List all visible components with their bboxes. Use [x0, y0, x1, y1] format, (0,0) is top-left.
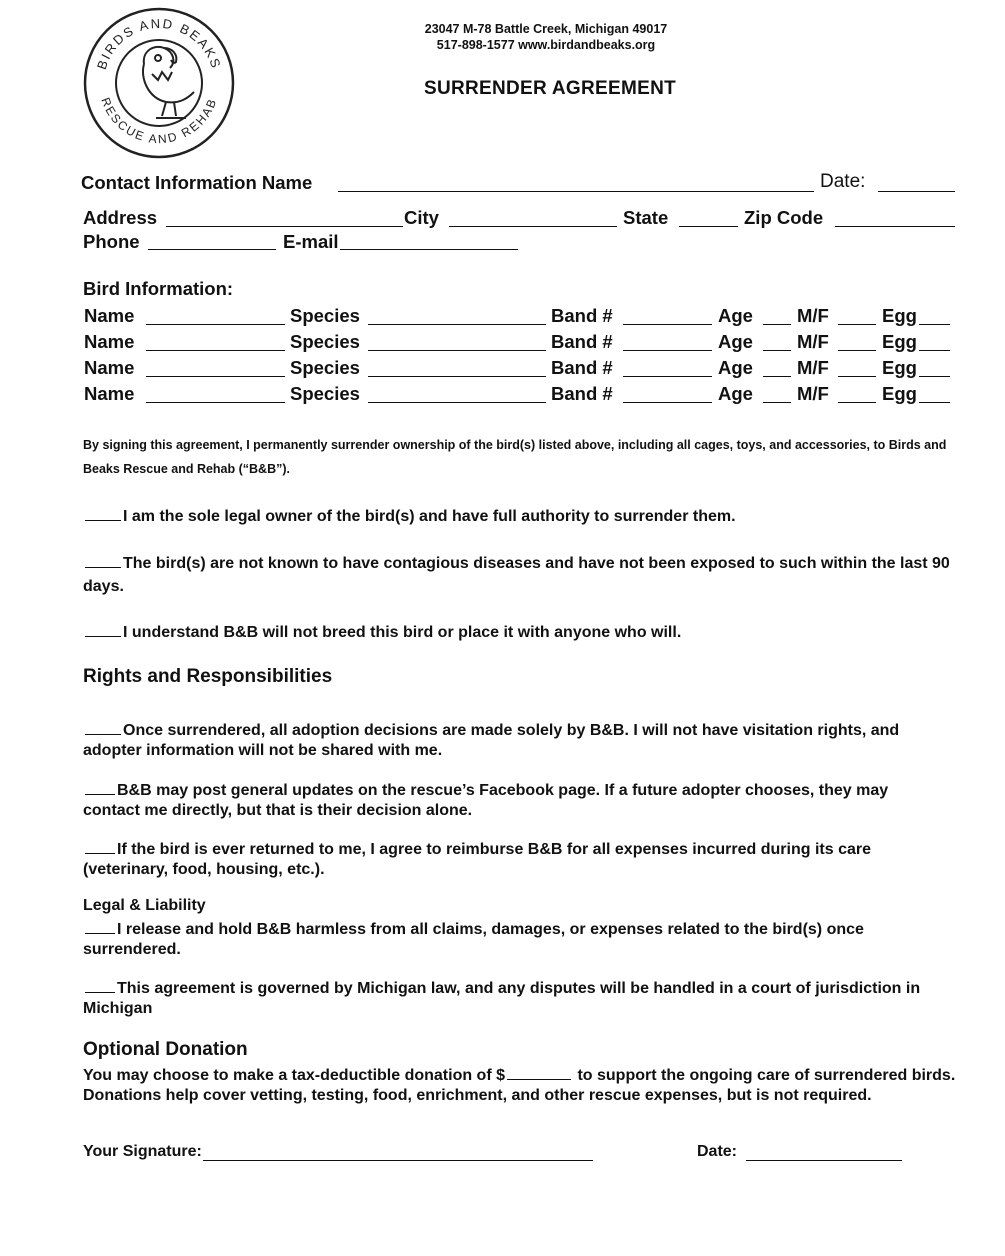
- bird-name-label: Name: [84, 305, 135, 326]
- bird-name-field[interactable]: [146, 323, 285, 325]
- bird-species-label: Species: [290, 305, 360, 326]
- bird-band-field[interactable]: [623, 349, 712, 351]
- bird-name-label: Name: [84, 357, 135, 378]
- bird-sex-label: M/F: [797, 331, 829, 352]
- bird-egg-field[interactable]: [919, 349, 950, 351]
- svg-text:RESCUE AND REHAB: [98, 96, 219, 147]
- bird-sex-field[interactable]: [838, 401, 876, 403]
- zip-label: Zip Code: [744, 207, 824, 228]
- bird-egg-field[interactable]: [919, 401, 950, 403]
- legal-release: [83, 917, 913, 960]
- bird-species-label: Species: [290, 357, 360, 378]
- bird-species-label: Species: [290, 331, 360, 352]
- bird-age-label: Age: [718, 305, 753, 326]
- rights-adoption: [83, 718, 933, 761]
- address-label: Address: [83, 207, 158, 228]
- bird-name-label: Name: [84, 331, 135, 352]
- page-title: SURRENDER AGREEMENT: [423, 78, 676, 99]
- initial-field[interactable]: [85, 837, 115, 854]
- bird-age-label: Age: [718, 331, 753, 352]
- rights-updates-text: B&B may post general updates on the rescue’s Facebook page. If a future adopter chooses, they may contact me directly, but that is their decision alone.: [83, 782, 889, 819]
- bird-band-label: Band #: [551, 305, 613, 326]
- logo-top-text: BIRDS AND BEAKS: [93, 15, 225, 72]
- initial-field[interactable]: [85, 620, 121, 637]
- address-line: 23047 M-78 Battle Creek, Michigan 49017: [424, 22, 668, 36]
- initial-owner-text: I am the sole legal owner of the bird(s) and have full authority to surrender them.: [123, 508, 736, 525]
- initial-breed: [83, 620, 953, 644]
- contact-name-field[interactable]: [338, 190, 814, 192]
- rights-updates: [83, 778, 933, 821]
- bird-sex-label: M/F: [797, 357, 829, 378]
- initial-field[interactable]: [85, 504, 121, 521]
- bird-band-label: Band #: [551, 331, 613, 352]
- initial-field[interactable]: [85, 551, 121, 568]
- bird-egg-field[interactable]: [919, 323, 950, 325]
- bird-name-label: Name: [84, 383, 135, 404]
- bird-age-label: Age: [718, 383, 753, 404]
- initial-disease: [83, 551, 953, 598]
- bird-egg-label: Egg: [882, 331, 917, 352]
- legal-law-text: This agreement is governed by Michigan law, and any disputes will be handled in a court of jurisdiction in Michigan: [83, 980, 921, 1017]
- bird-sex-field[interactable]: [838, 375, 876, 377]
- phone-field[interactable]: [148, 248, 276, 250]
- donation-heading: Optional Donation: [83, 1039, 248, 1060]
- contact-date-label: Date:: [820, 171, 866, 192]
- bird-band-field[interactable]: [623, 323, 712, 325]
- signature-date-label: Date:: [697, 1143, 738, 1160]
- legal-release-text: I release and hold B&B harmless from all claims, damages, or expenses related to the bird(s) once surrendered.: [83, 921, 864, 958]
- rights-returned: [83, 837, 933, 880]
- agreement-statement: By signing this agreement, I permanently surrender ownership of the bird(s) listed above, including all cages, toys, and accessories, to Birds and Beaks Rescue and Rehab (“B&B”).: [83, 438, 947, 476]
- initial-field[interactable]: [85, 778, 115, 795]
- donation-amount-field[interactable]: [507, 1063, 571, 1080]
- bird-band-field[interactable]: [623, 401, 712, 403]
- legal-heading: Legal & Liability: [83, 897, 206, 914]
- state-field[interactable]: [679, 225, 738, 227]
- bird-egg-label: Egg: [882, 383, 917, 404]
- bird-species-field[interactable]: [368, 375, 546, 377]
- city-label: City: [404, 207, 439, 228]
- initial-disease-text: The bird(s) are not known to have contagious diseases and have not been exposed to such within the last 90 days.: [83, 555, 950, 595]
- contact-date-field[interactable]: [878, 190, 955, 192]
- legal-law: [83, 976, 953, 1019]
- email-field[interactable]: [340, 248, 518, 250]
- state-label: State: [623, 207, 669, 228]
- address-field[interactable]: [166, 225, 403, 227]
- logo-bottom-text: RESCUE AND REHAB: [98, 95, 220, 147]
- bird-age-field[interactable]: [763, 323, 791, 325]
- email-label: E-mail: [283, 231, 339, 252]
- bird-name-field[interactable]: [146, 375, 285, 377]
- bird-band-label: Band #: [551, 383, 613, 404]
- bird-age-label: Age: [718, 357, 753, 378]
- donation-text-before: You may choose to make a tax-deductible donation of $: [83, 1067, 505, 1084]
- initial-owner: [83, 504, 953, 528]
- rights-returned-text: If the bird is ever returned to me, I agree to reimburse B&B for all expenses incurred during its care (veterinary, food, housing, etc.).: [83, 841, 871, 878]
- bird-sex-label: M/F: [797, 305, 829, 326]
- org-address: [0, 21, 1005, 53]
- bird-info-heading: Bird Information:: [83, 278, 234, 299]
- bird-age-field[interactable]: [763, 401, 791, 403]
- initial-field[interactable]: [85, 976, 115, 993]
- bird-name-field[interactable]: [146, 401, 285, 403]
- bird-species-field[interactable]: [368, 323, 546, 325]
- phone-label: Phone: [83, 231, 140, 252]
- initial-field[interactable]: [85, 917, 115, 934]
- signature-field[interactable]: [203, 1159, 593, 1161]
- bird-egg-label: Egg: [882, 305, 917, 326]
- bird-band-label: Band #: [551, 357, 613, 378]
- donation-text-after: to support the ongoing care of surrendered birds. Donations help cover vetting, testing, food, enrichment, and other rescue expenses, but is not required.: [83, 1067, 956, 1104]
- bird-species-label: Species: [290, 383, 360, 404]
- zip-field[interactable]: [835, 225, 955, 227]
- bird-band-field[interactable]: [623, 375, 712, 377]
- bird-age-field[interactable]: [763, 349, 791, 351]
- donation-text: [83, 1063, 958, 1106]
- bird-name-field[interactable]: [146, 349, 285, 351]
- bird-sex-field[interactable]: [838, 323, 876, 325]
- initial-field[interactable]: [85, 718, 121, 735]
- bird-egg-field[interactable]: [919, 375, 950, 377]
- bird-sex-field[interactable]: [838, 349, 876, 351]
- rights-adoption-text: Once surrendered, all adoption decisions are made solely by B&B. I will not have visitation rights, and adopter information will not be shared with me.: [83, 722, 900, 759]
- bird-egg-label: Egg: [882, 357, 917, 378]
- signature-date-field[interactable]: [746, 1159, 902, 1161]
- contact-line: 517-898-1577 www.birdandbeaks.org: [436, 38, 656, 52]
- signature-label: Your Signature:: [83, 1143, 202, 1160]
- bird-species-field[interactable]: [368, 349, 546, 351]
- bird-species-field[interactable]: [368, 401, 546, 403]
- rights-heading: Rights and Responsibilities: [83, 666, 333, 687]
- bird-sex-label: M/F: [797, 383, 829, 404]
- contact-name-label: Contact Information Name: [81, 172, 313, 193]
- city-field[interactable]: [449, 225, 617, 227]
- initial-breed-text: I understand B&B will not breed this bird or place it with anyone who will.: [123, 624, 682, 641]
- bird-age-field[interactable]: [763, 375, 791, 377]
